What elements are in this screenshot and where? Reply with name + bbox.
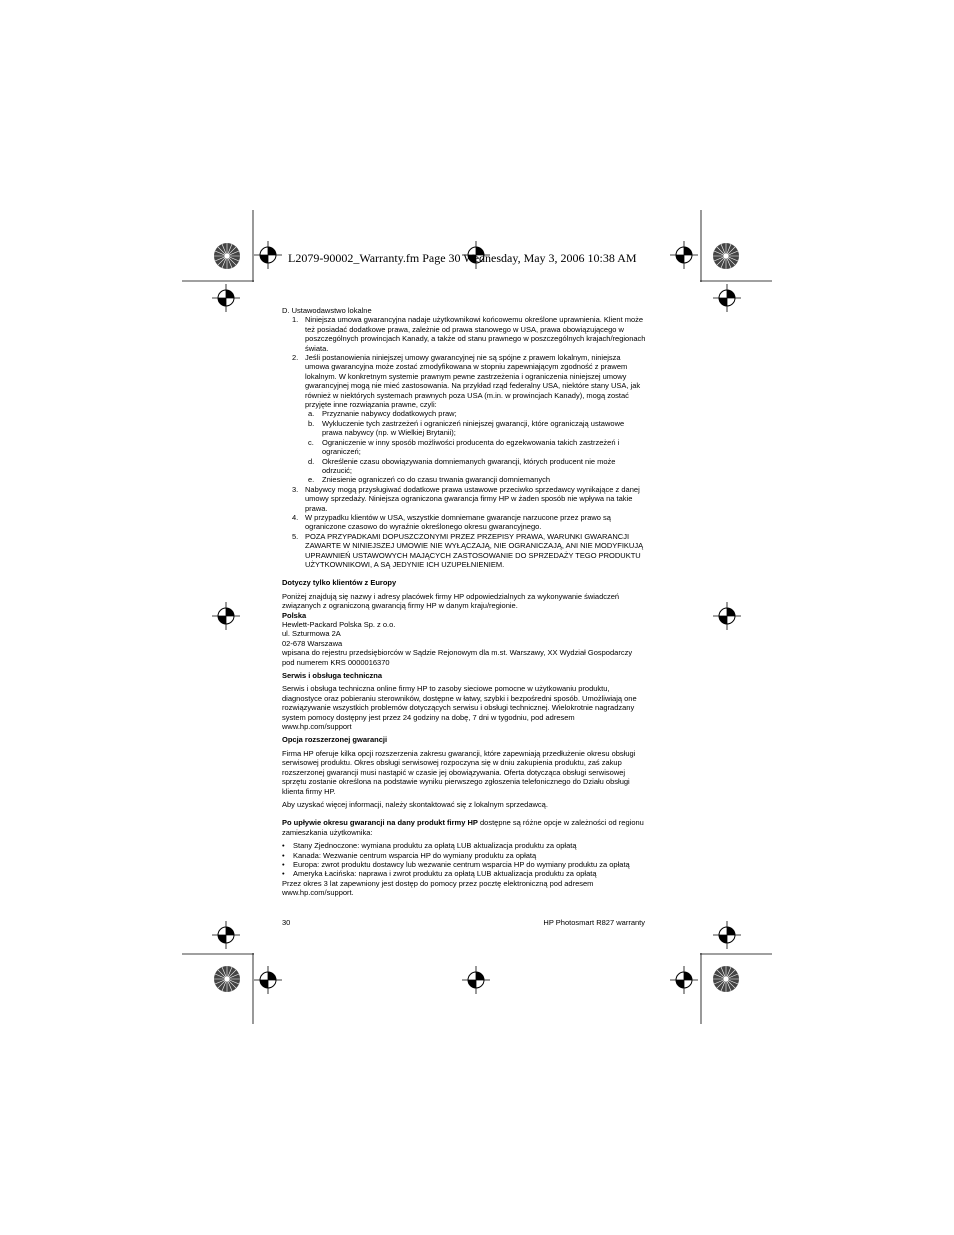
item-number: 2. — [292, 353, 299, 363]
sub-item-text: Ograniczenie w inny sposób możliwości producenta do egzekwowania takich zastrzeżeń i ograniczeń; — [322, 437, 620, 457]
sub-item-text: Określenie czasu obowiązywania domniemanych gwarancji, których producent nie może odrzucić; — [322, 456, 616, 475]
item-text: Jeśli postanowienia niniejszej umowy gwarancyjnej nie są spójne z prawem lokalnym, niniejsza umowa gwarancyjna może zostać zmodyfikowana w stopniu zapewniającym zgodność z prawem lokalnym. W konkretnym systemie prawnym pewne zastrzeżenia i ograniczenia niniejszej umowy gwarancyjnej mogą nie mieć zastosowania. Na przykład rząd federalny USA, niektóre stany USA, jak również w niektórych systemach prawnych poza USA (m.in. w prowincjach Kanady), mogą zostać przyjęte inne rozwiązania prawne, czyli: — [305, 353, 641, 410]
footer-title: HP Photosmart R827 warranty — [543, 918, 645, 927]
list-item — [282, 315, 646, 353]
sub-item-letter: d. — [308, 456, 315, 466]
sub-item-letter: e. — [308, 475, 315, 485]
after-warranty-rest: dostępne są różne opcje w zależności od regionu zamieszkania użytkownika: — [282, 818, 644, 837]
sub-item-text: Wykluczenie tych zastrzeżeń i ograniczeń niniejszej gwarancji, które ograniczają ustawowe prawa nabywcy (np. w Wielkiej Brytanii); — [322, 418, 625, 438]
address-line: 02-678 Warszawa — [282, 638, 343, 648]
sub-list — [305, 409, 646, 484]
item-text: W przypadku klientów w USA, wszystkie domniemane gwarancje narzucone przez prawo są ograniczone czasowo do wyraźnie określonego okresu gwarancyjnego. — [305, 512, 611, 532]
section-d-list — [282, 315, 646, 569]
sub-item-letter: a. — [308, 409, 315, 419]
after-warranty-lead: Po upływie okresu gwarancji na dany produkt firmy HP — [282, 818, 478, 828]
sub-item-text: Zniesienie ograniczeń co do czasu trwania gwarancji domniemanych — [322, 475, 551, 485]
item-text: Niniejsza umowa gwarancyjna nadaje użytkownikowi końcowemu określone uprawnienia. Klient może też posiadać dodatkowe prawa, zależnie od prawa stanowego w USA, prawa obowiązującego w poszczególnych prowincjach Kanady, a także od stanu prawnego w poszczególnych krajach/regionach świata. — [305, 315, 646, 353]
item-text: POZA PRZYPADKAMI DOPUSZCZONYMI PRZEZ PRZEPISY PRAWA, WARUNKI GWARANCJI ZAWARTE W NINIEJSZEJ UMOWIE NIE WYŁĄCZAJĄ, NIE OGRANICZAJĄ, ANI NIE MODYFIKUJĄ UPRAWNIEŃ USTAWOWYCH MAJĄCYCH ZASTOSOWANIE DO SPRZEDAŻY TEGO PRODUKTU UŻYTKOWNIKOWI, A SĄ JEDYNIE ICH UZUPEŁNIENIEM. — [305, 531, 644, 569]
item-text: Nabywcy mogą przysługiwać dodatkowe prawa ustawowe przeciwko sprzedawcy wynikające z danej umowy sprzedaży. Niniejsza ograniczona gwarancja firmy HP w żaden sposób nie wpływa na takie prawa. — [305, 484, 640, 513]
after-warranty-paragraph — [282, 818, 646, 837]
item-number: 3. — [292, 484, 299, 494]
section-d-title: D. Ustawodawstwo lokalne — [282, 306, 372, 315]
item-number: 5. — [292, 531, 299, 541]
region-options-list — [282, 841, 646, 879]
sub-list-item — [305, 419, 646, 438]
list-item — [282, 860, 646, 869]
bullet-icon: • — [282, 869, 285, 879]
list-item — [282, 485, 646, 513]
extended-text: Firma HP oferuje kilka opcji rozszerzenia zakresu gwarancji, które zapewniają przedłużenie okresu obsługi serwisowej produktu. Okres obsługi serwisowej rozpoczyna się w dniu zakupienia produktu, zaś zakup rozszerzonej gwarancji musi nastąpić w czasie jej obowiązywania. Oferta dotycząca obsługi serwisowej sprzętu zostanie określona na podstawie wyniku pierwszego zgłoszenia telefonicznego do Działu obsługi klienta firmy HP. — [282, 748, 636, 796]
list-item — [282, 841, 646, 850]
sub-item-letter: c. — [308, 437, 314, 447]
sub-list-item — [305, 409, 646, 418]
bullet-text: Kanada: Wezwanie centrum wsparcia HP do wymiany produktu za opłatą — [293, 850, 537, 860]
bullet-icon: • — [282, 859, 285, 869]
closing-text: Przez okres 3 lat zapewniony jest dostęp do pomocy przez pocztę elektroniczną pod adresem www.hp.com/support. — [282, 878, 594, 898]
list-item — [282, 513, 646, 532]
bullet-icon: • — [282, 841, 285, 851]
sub-item-text: Przyznanie nabywcy dodatkowych praw; — [322, 409, 457, 419]
page-number: 30 — [282, 918, 291, 927]
bullet-text: Ameryka Łacińska: naprawa i zwrot produktu za opłatą LUB aktualizacja produktu za opłatą — [293, 869, 597, 879]
extended-contact: Aby uzyskać więcej informacji, należy skontaktować się z lokalnym sprzedawcą. — [282, 799, 548, 809]
country-name: Polska — [282, 610, 307, 620]
bullet-text: Europa: zwrot produktu dostawcy lub wezwanie centrum wsparcia HP do wymiany produktu za opłatą — [293, 859, 630, 869]
list-item — [282, 353, 646, 485]
warranty-content — [282, 306, 646, 898]
service-heading: Serwis i obsługa techniczna — [282, 671, 383, 681]
extended-heading: Opcja rozszerzonej gwarancji — [282, 735, 388, 745]
list-item — [282, 869, 646, 878]
bullet-text: Stany Zjednoczone: wymiana produktu za opłatą LUB aktualizacja produktu za opłatą — [293, 841, 577, 851]
address-line: wpisana do rejestru przedsiębiorców w Sądzie Rejonowym dla m.st. Warszawy, XX Wydział Gospodarczy pod numerem KRS 0000016370 — [282, 648, 633, 667]
europe-heading: Dotyczy tylko klientów z Europy — [282, 578, 397, 588]
print-header: L2079-90002_Warranty.fm Page 30 Wednesday, May 3, 2006 10:38 AM — [288, 251, 637, 265]
list-item — [282, 851, 646, 860]
list-item — [282, 532, 646, 570]
service-text: Serwis i obsługa techniczna online firmy HP to zasoby sieciowe pomocne w użytkowaniu produktu, diagnostyce oraz pobieraniu sterowników, dostępne w łatwy, szybki i bezpośredni sposób. Umożliwiają one rozwiązywanie wszystkich problemów dotyczących serwisu i obsługi technicznej. Wielokrotnie nagradzany system pomocy dostępny jest przez 24 godziny na dobę, 7 dni w tygodniu, pod adresem www.hp.com/support — [282, 684, 637, 732]
section-d — [282, 306, 646, 569]
sub-list-item — [305, 438, 646, 457]
sub-item-letter: b. — [308, 418, 315, 428]
bullet-icon: • — [282, 850, 285, 860]
sub-list-item — [305, 475, 646, 484]
address-line: ul. Szturmowa 2A — [282, 629, 341, 639]
address-line: Hewlett-Packard Polska Sp. z o.o. — [282, 620, 396, 629]
item-number: 4. — [292, 512, 299, 522]
europe-intro: Poniżej znajdują się nazwy i adresy placówek firmy HP odpowiedzialnych za wykonywanie świadczeń związanych z ograniczoną gwarancją firmy HP w danym kraju/regionie. — [282, 591, 620, 611]
sub-list-item — [305, 457, 646, 476]
item-number: 1. — [292, 315, 299, 325]
